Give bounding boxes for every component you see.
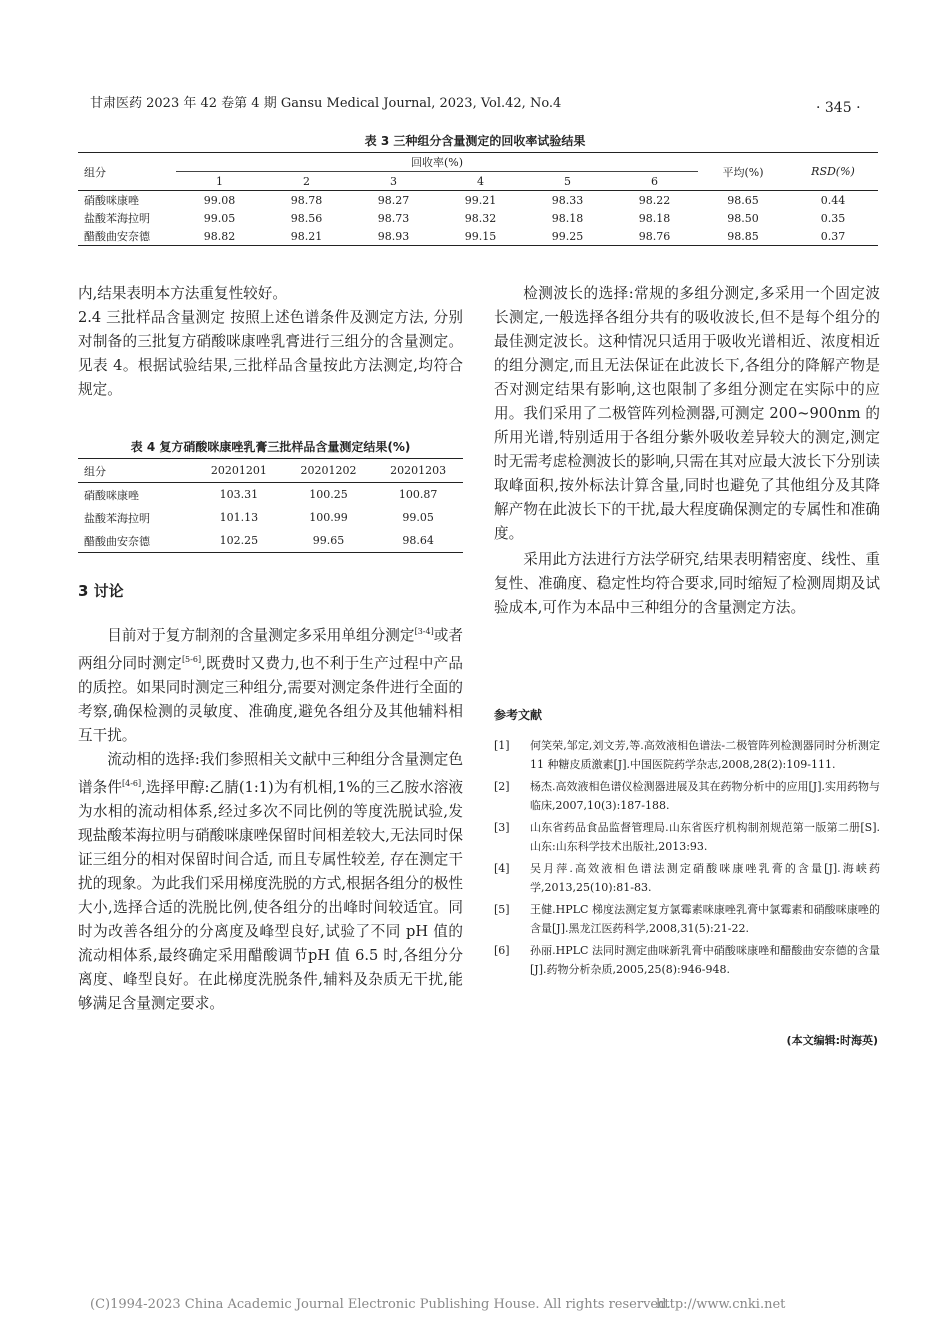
list-item: [1] 何笑荣,邹定,刘文芳,等.高效液相色谱法-二极管阵列检测器同时分析测定 11 种糖皮质激素[J].中国医院药学杂志,2008,28(2):109-111.: [494, 739, 880, 771]
editor-note: (本文编辑:时海英): [786, 1034, 878, 1047]
paragraph: 流动相的选择:我们参照相关文献中三种组分含量测定色谱条件[4-6],选择甲醇:乙腈(1:1)为有机相,1%的三乙胺水溶液为水相的流动相体系,经过多次不同比例的等度洗脱试验,发现盐酸苯海拉明与硝酸咪康唑保留时间相差较大,无法同时保证三组分的相对保留时间合适, 而且专属性较差, 存在测定干扰的现象。为此我们采用梯度洗脱的方式,根据各组分的极性大小,选择合适的洗脱比例,使各组分的出峰时间较适宜。同时为改善各组分的分离度及峰型良好,试验了不同 pH 值的流动相体系,最终确定采用醋酸调节pH 值 6.5 时,各组分分离度、峰型良好。在此梯度洗脱条件,辅料及杂质无干扰,能够满足含量测定要求。: [78, 750, 463, 1012]
t3-col-avg: 平均(%): [698, 153, 788, 191]
list-item: [4] 吴月萍.高效液相色谱法测定硝酸咪康唑乳膏的含量[J].海峡药学,2013,25(10):81-83.: [494, 862, 880, 894]
paragraph: 检测波长的选择:常规的多组分测定,多采用一个固定波长测定,一般选择各组分共有的吸收波长,但不是每个组分的最佳测定波长。这种情况只适用于吸收光谱相近、浓度相近的组分测定,而且无法保证在此波长下,各组分的降解产物是否对测定结果有影响,这也限制了多组分测定在实际中的应用。我们采用了二极管阵列检测器,可测定 200~900nm 的所用光谱,特别适用于各组分紫外吸收差异较大的测定,测定时无需考虑检测波长的影响,只需在其对应最大波长下分别读取峰面积,按外标法计算含量,同时也避免了其他组分及其降解产物在此波长下的干扰,最大程度确保测定的专属性和准确度。: [494, 285, 880, 542]
references-heading: 参考文献: [494, 708, 543, 722]
table-row: 硝酸咪康唑 103.31 100.25 100.87: [84, 488, 438, 502]
list-item: [3] 山东省药品食品监督管理局.山东省医疗机构制剂规范第一版第二册[S].山东:山东科学技术出版社,2013:93.: [494, 821, 880, 853]
citation: [4-6]: [122, 778, 142, 788]
table-row: 硝酸咪康唑 99.08 98.78 98.27 99.21 98.33 98.22 98.65 0.44: [84, 193, 846, 207]
t3-col-recovery: 回收率(%): [176, 153, 698, 172]
section-2-4: 2.4 三批样品含量测定 按照上述色谱条件及测定方法, 分别对制备的三批复方硝酸咪康唑乳膏进行三组分的含量测定。见表 4。根据试验结果,三批样品含量按此方法测定,均符合规定。: [78, 309, 463, 398]
citation: [5-6]: [181, 654, 202, 664]
section-heading: 2.4 三批样品含量测定: [78, 309, 226, 326]
table-row: 盐酸苯海拉明 99.05 98.56 98.73 98.32 98.18 98.18 98.50 0.35: [84, 211, 846, 225]
t3-col-5: 5: [564, 174, 571, 188]
references-list: [494, 736, 880, 982]
table-row: 醋酸曲安奈德 98.82 98.21 98.93 99.15 99.25 98.76 98.85 0.37: [78, 227, 878, 246]
section-3-heading: 3 讨论: [78, 582, 124, 600]
t3-col-group: 组分: [78, 153, 176, 191]
footer-link[interactable]: http://www.cnki.net: [656, 1297, 786, 1312]
list-item: [5] 王健.HPLC 梯度法测定复方氯霉素咪康唑乳膏中氯霉素和硝酸咪康唑的含量[J].黑龙江医药科学,2008,31(5):21-22.: [494, 903, 880, 935]
table3-title: 表 3 三种组分含量测定的回收率试验结果: [364, 134, 586, 148]
t3-col-1: 1: [216, 174, 223, 188]
paragraph: 内,结果表明本方法重复性较好。: [78, 285, 287, 302]
table-row: 醋酸曲安奈德 102.25 99.65 98.64: [78, 529, 463, 553]
t3-col-3: 3: [390, 174, 397, 188]
table4-title: 表 4 复方硝酸咪康唑乳膏三批样品含量测定结果(%): [130, 440, 411, 454]
journal-header: 甘肃医药 2023 年 42 卷第 4 期 Gansu Medical Journal, 2023, Vol.42, No.4: [90, 96, 562, 111]
table4: 组分 20201201 20201202 20201203 硝酸咪康唑 103.31 100.25 100.87 盐酸苯海拉明 101.13 100.99 99.05 醋酸曲安奈德 102.25 99.65 98.64: [78, 458, 463, 553]
table3: [78, 152, 878, 246]
page-number: · 345 ·: [816, 100, 861, 116]
paragraph: 目前对于复方制剂的含量测定多采用单组分测定[3-4]或者两组分同时测定[5-6],既费时又费力,也不利于生产过程中产品的质控。如果同时测定三种组分,需要对测定条件进行全面的考察,确保检测的灵敏度、准确度,避免各组分及其他辅料相互干扰。: [78, 626, 463, 744]
t3-col-rsd: RSD(%): [788, 153, 878, 191]
list-item: [2] 杨杰.高效液相色谱仪检测器进展及其在药物分析中的应用[J].实用药物与临床,2007,10(3):187-188.: [494, 780, 880, 812]
table-row: 盐酸苯海拉明 101.13 100.99 99.05: [84, 511, 434, 525]
list-item: [6] 孙丽.HPLC 法同时测定曲咪新乳膏中硝酸咪康唑和醋酸曲安奈德的含量[J].药物分析杂质,2005,25(8):946-948.: [494, 944, 880, 976]
left-column-top: [78, 282, 463, 402]
t3-col-6: 6: [651, 174, 658, 188]
discussion-text: [78, 620, 463, 1016]
copyright-footer: (C)1994-2023 China Academic Journal Electronic Publishing House. All rights reserved.: [90, 1297, 671, 1312]
paragraph: 采用此方法进行方法学研究,结果表明精密度、线性、重复性、准确度、稳定性均符合要求,同时缩短了检测周期及试验成本,可作为本品中三种组分的含量测定方法。: [494, 551, 880, 616]
t3-col-2: 2: [303, 174, 310, 188]
right-column: [494, 282, 880, 620]
t3-col-4: 4: [477, 174, 484, 188]
citation: [3-4]: [414, 627, 434, 636]
